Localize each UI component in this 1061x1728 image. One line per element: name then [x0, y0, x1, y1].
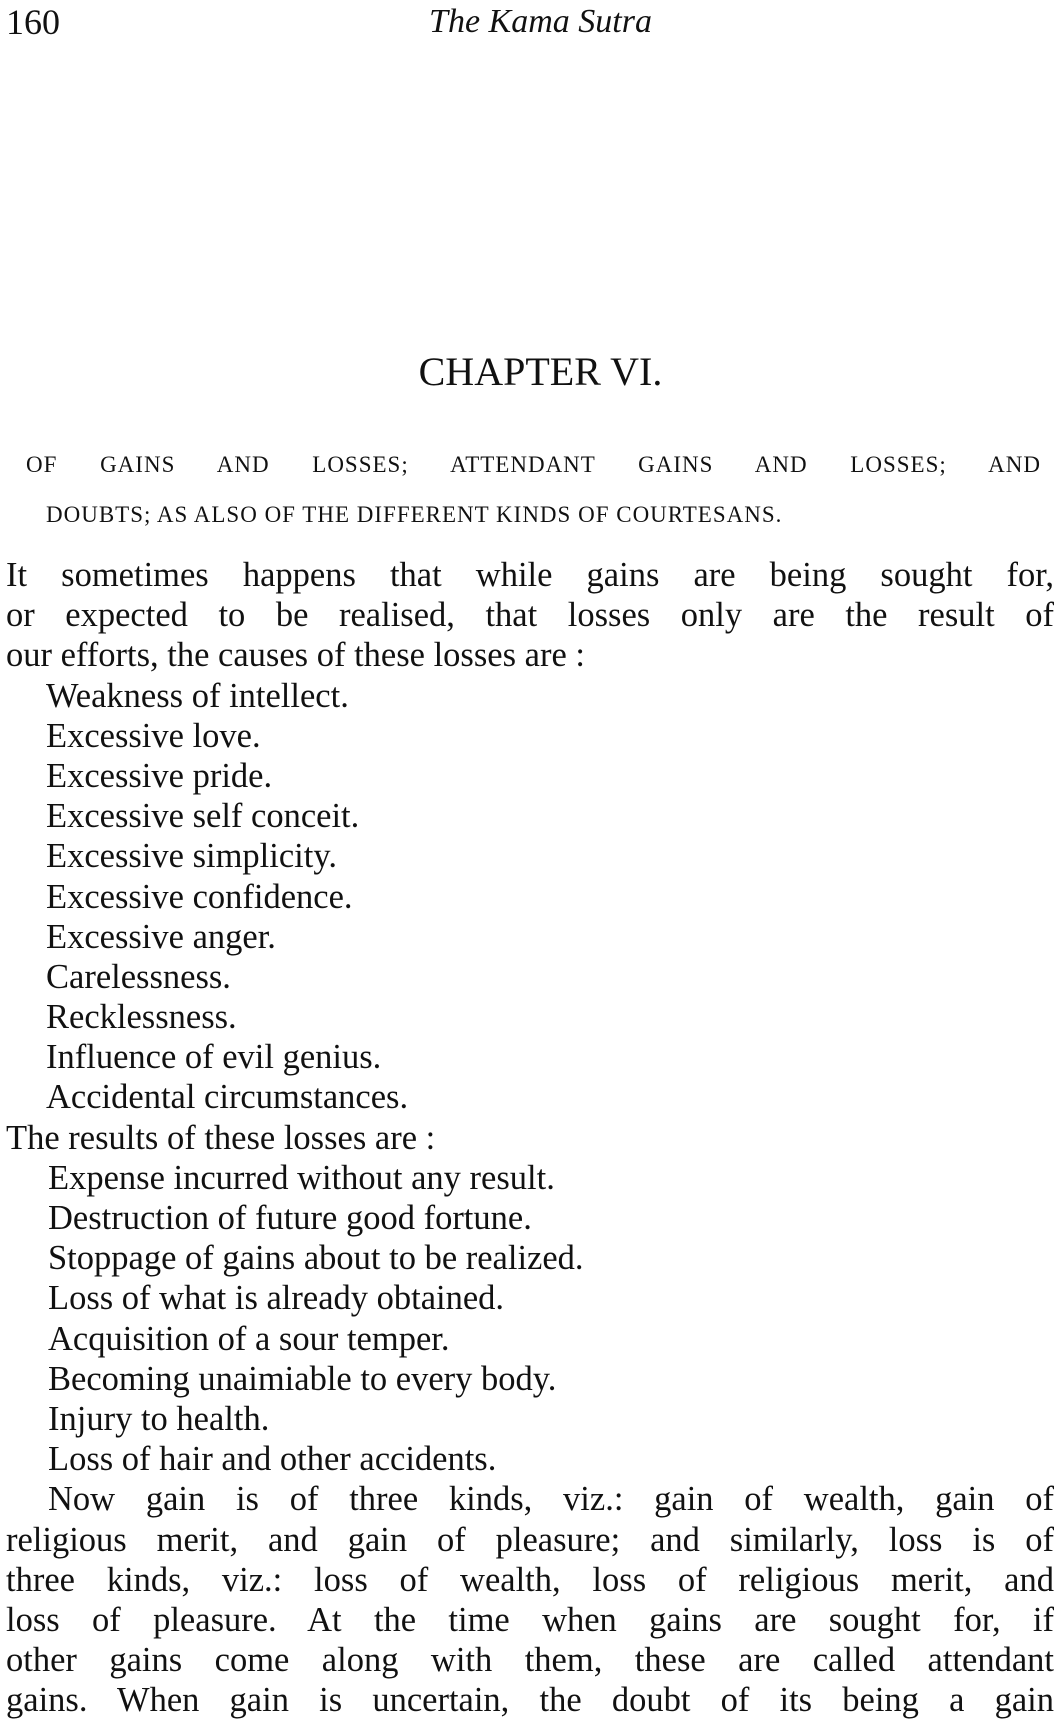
intro-line-1: It sometimes happens that while gains are being sought for, [6, 556, 1054, 594]
closing-line-1: Now gain is of three kinds, viz.: gain of wealth, gain of [48, 1480, 1054, 1519]
chapter-subtitle-line-1: OF GAINS AND LOSSES; ATTENDANT GAINS AND LOSSES; AND [26, 452, 1041, 477]
closing-line-2: religious merit, and gain of pleasure; and similarly, loss is of [6, 1520, 1054, 1559]
cause-item: Carelessness. [46, 957, 231, 996]
result-item: Loss of what is already obtained. [48, 1279, 505, 1318]
chapter-title: CHAPTER VI. [418, 349, 663, 394]
page-number: 160 [6, 2, 60, 42]
cause-item: Excessive self conceit. [46, 797, 360, 836]
cause-item: Excessive love. [46, 716, 261, 755]
result-item: Becoming unaimiable to every body. [48, 1359, 557, 1398]
result-item: Injury to health. [48, 1399, 270, 1438]
result-item: Loss of hair and other accidents. [48, 1440, 497, 1479]
running-head [0, 0, 1061, 50]
closing-line-6: gains. When gain is uncertain, the doubt of its being a gain [6, 1681, 1054, 1720]
chapter-subtitle-line-2: DOUBTS; AS ALSO OF THE DIFFERENT KINDS OF COURTESANS. [46, 502, 783, 527]
closing-line-3: three kinds, viz.: loss of wealth, loss of religious merit, and [6, 1560, 1054, 1599]
intro-line-2: or expected to be realised, that losses only are the result of [6, 596, 1054, 635]
cause-item: Recklessness. [46, 998, 237, 1037]
result-item: Acquisition of a sour temper. [48, 1319, 450, 1358]
cause-item: Excessive anger. [46, 917, 276, 956]
result-item: Stoppage of gains about to be realized. [48, 1239, 584, 1278]
result-item: Destruction of future good fortune. [48, 1199, 532, 1237]
cause-item: Excessive confidence. [46, 877, 353, 916]
results-intro: The results of these losses are : [6, 1118, 436, 1157]
cause-item: Weakness of intellect. [46, 676, 349, 715]
closing-line-4: loss of pleasure. At the time when gains are sought for, if [6, 1600, 1054, 1639]
cause-item: Accidental circumstances. [46, 1078, 409, 1117]
result-item: Expense incurred without any result. [48, 1158, 555, 1197]
cause-item: Excessive pride. [46, 756, 273, 795]
closing-line-5: other gains come along with them, these are called attendant [6, 1641, 1054, 1680]
cause-item: Excessive simplicity. [46, 837, 337, 876]
intro-line-3: our efforts, the causes of these losses are : [6, 636, 585, 675]
cause-item: Influence of evil genius. [46, 1038, 382, 1077]
body-text [6, 555, 1054, 1720]
running-title: The Kama Sutra [429, 3, 652, 40]
